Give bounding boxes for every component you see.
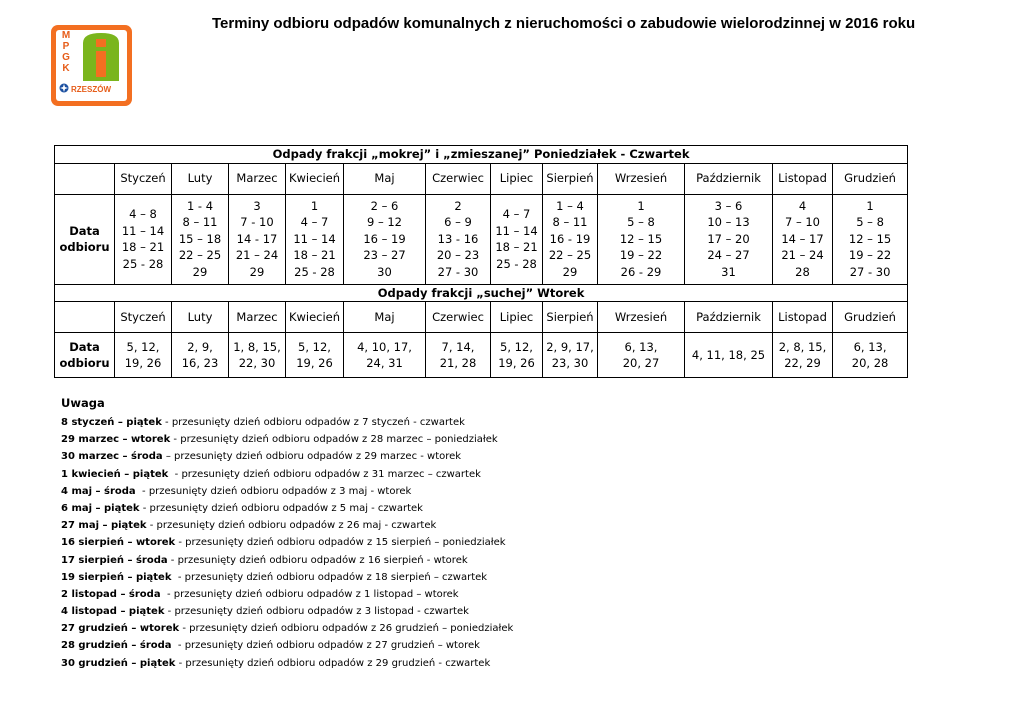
month-header: Czerwiec xyxy=(426,163,491,194)
collection-dates-cell: 6, 13, 20, 28 xyxy=(833,333,908,378)
note-text: - przesunięty dzień odbioru odpadów z 31 marzec – czwartek xyxy=(168,468,481,480)
month-header: Maj xyxy=(344,163,426,194)
month-header: Październik xyxy=(685,163,773,194)
note-date: 19 sierpień – piątek xyxy=(61,571,172,583)
dates-row xyxy=(55,194,908,284)
month-header: Luty xyxy=(172,163,229,194)
month-header: Lipiec xyxy=(491,163,543,194)
note-date: 6 maj – piątek xyxy=(61,502,140,514)
collection-dates-cell: 3 7 - 10 14 - 17 21 – 24 29 xyxy=(229,194,286,284)
note-text: - przesunięty dzień odbioru odpadów z 5 maj - czwartek xyxy=(139,502,423,514)
note-text: - przesunięty dzień odbioru odpadów z 28 marzec – poniedziałek xyxy=(170,434,498,446)
note-date: 29 marzec – wtorek xyxy=(61,434,171,446)
note-date: 17 sierpień – środa xyxy=(61,554,168,566)
note-date: 27 grudzień – wtorek xyxy=(61,623,180,635)
note-date: 2 listopad – środa xyxy=(61,588,161,600)
note-line xyxy=(61,552,513,569)
collection-dates-cell: 4 – 8 11 – 14 18 – 21 25 - 28 xyxy=(115,194,172,284)
month-header: Czerwiec xyxy=(426,302,491,333)
collection-dates-cell: 2, 8, 15, 22, 29 xyxy=(773,333,833,378)
collection-dates-cell: 2 – 6 9 – 12 16 – 19 23 – 27 30 xyxy=(344,194,426,284)
notes-list xyxy=(61,414,513,672)
month-header-row xyxy=(55,302,908,333)
notes-section xyxy=(61,396,513,672)
note-line xyxy=(61,655,513,672)
month-header: Kwiecień xyxy=(286,163,344,194)
note-date: 4 maj – środa xyxy=(61,485,136,497)
logo-letters: M P G K xyxy=(61,30,71,74)
collection-dates-cell: 2, 9, 17, 23, 30 xyxy=(543,333,598,378)
month-header: Marzec xyxy=(229,302,286,333)
note-text: - przesunięty dzień odbioru odpadów z 3 maj - wtorek xyxy=(135,485,412,497)
mpgk-logo xyxy=(51,25,132,106)
month-header: Wrzesień xyxy=(598,163,685,194)
note-line xyxy=(61,517,513,534)
month-header: Grudzień xyxy=(833,302,908,333)
note-line xyxy=(61,534,513,551)
month-header: Styczeń xyxy=(115,163,172,194)
note-date: 4 listopad – piątek xyxy=(61,606,165,618)
note-line xyxy=(61,500,513,517)
note-text: - przesunięty dzień odbioru odpadów z 1 listopad – wtorek xyxy=(160,588,459,600)
note-date: 30 grudzień – piątek xyxy=(61,657,176,669)
month-header: Styczeń xyxy=(115,302,172,333)
month-header: Kwiecień xyxy=(286,302,344,333)
coat-of-arms-icon xyxy=(59,83,69,93)
note-date: 27 maj – piątek xyxy=(61,520,147,532)
row-label: Data odbioru xyxy=(55,194,115,284)
month-header: Luty xyxy=(172,302,229,333)
note-text: - przesunięty dzień odbioru odpadów z 29 grudzień - czwartek xyxy=(175,657,491,669)
note-line xyxy=(61,466,513,483)
note-text: - przesunięty dzień odbioru odpadów z 16 sierpień - wtorek xyxy=(167,554,468,566)
notes-title: Uwaga xyxy=(61,396,105,410)
note-text: – przesunięty dzień odbioru odpadów z 29 marzec - wtorek xyxy=(162,451,462,463)
section-dry-title: Odpady frakcji „suchej” Wtorek xyxy=(55,284,908,302)
collection-dates-cell: 1 5 – 8 12 – 15 19 – 22 26 - 29 xyxy=(598,194,685,284)
collection-dates-cell: 1 - 4 8 – 11 15 – 18 22 – 25 29 xyxy=(172,194,229,284)
note-line xyxy=(61,603,513,620)
note-line xyxy=(61,414,513,431)
collection-dates-cell: 4 – 7 11 – 14 18 – 21 25 - 28 xyxy=(491,194,543,284)
note-line xyxy=(61,431,513,448)
collection-dates-cell: 4, 11, 18, 25 xyxy=(685,333,773,378)
month-header: Wrzesień xyxy=(598,302,685,333)
dates-row xyxy=(55,333,908,378)
note-text: - przesunięty dzień odbioru odpadów z 27 grudzień – wtorek xyxy=(171,640,480,652)
note-text: - przesunięty dzień odbioru odpadów z 7 styczeń - czwartek xyxy=(161,417,465,428)
collection-dates-cell: 1 4 – 7 11 – 14 18 – 21 25 - 28 xyxy=(286,194,344,284)
collection-dates-cell: 3 – 6 10 – 13 17 – 20 24 – 27 31 xyxy=(685,194,773,284)
month-header: Październik xyxy=(685,302,773,333)
note-line xyxy=(61,586,513,603)
note-date: 30 marzec – środa xyxy=(61,451,163,463)
collection-dates-cell: 2 6 – 9 13 - 16 20 – 23 27 - 30 xyxy=(426,194,491,284)
month-header: Grudzień xyxy=(833,163,908,194)
note-text: - przesunięty dzień odbioru odpadów z 26 maj - czwartek xyxy=(146,520,437,532)
row-label: Data odbioru xyxy=(55,333,115,378)
collection-dates-cell: 4, 10, 17, 24, 31 xyxy=(344,333,426,378)
section-mixed-title: Odpady frakcji „mokrej” i „zmieszanej” Poniedziałek - Czwartek xyxy=(55,146,908,164)
month-header: Lipiec xyxy=(491,302,543,333)
month-header-row xyxy=(55,163,908,194)
month-header: Sierpień xyxy=(543,302,598,333)
month-header: Listopad xyxy=(773,302,833,333)
month-header: Marzec xyxy=(229,163,286,194)
note-text: - przesunięty dzień odbioru odpadów z 3 listopad - czwartek xyxy=(164,606,469,618)
note-line xyxy=(61,483,513,500)
note-line xyxy=(61,637,513,654)
month-header: Sierpień xyxy=(543,163,598,194)
collection-dates-cell: 7, 14, 21, 28 xyxy=(426,333,491,378)
collection-dates-cell: 1, 8, 15, 22, 30 xyxy=(229,333,286,378)
note-line xyxy=(61,620,513,637)
collection-dates-cell: 5, 12, 19, 26 xyxy=(115,333,172,378)
month-header: Listopad xyxy=(773,163,833,194)
note-date: 28 grudzień – środa xyxy=(61,640,172,652)
collection-dates-cell: 5, 12, 19, 26 xyxy=(286,333,344,378)
logo-city: RZESZÓW xyxy=(71,85,111,94)
note-text: - przesunięty dzień odbioru odpadów z 26 grudzień – poniedziałek xyxy=(179,623,514,635)
note-line xyxy=(61,569,513,586)
note-text: - przesunięty dzień odbioru odpadów z 15 sierpień – poniedziałek xyxy=(175,537,506,549)
note-date: 16 sierpień – wtorek xyxy=(61,537,176,549)
page-title: Terminy odbioru odpadów komunalnych z nieruchomości o zabudowie wielorodzinnej w 2016 roku xyxy=(212,15,916,32)
collection-dates-cell: 1 5 – 8 12 – 15 19 – 22 27 - 30 xyxy=(833,194,908,284)
collection-dates-cell: 2, 9, 16, 23 xyxy=(172,333,229,378)
waste-bin-icon xyxy=(79,31,123,83)
collection-dates-cell: 1 – 4 8 – 11 16 - 19 22 – 25 29 xyxy=(543,194,598,284)
note-date: 8 styczeń – piątek xyxy=(61,417,162,428)
collection-dates-cell: 6, 13, 20, 27 xyxy=(598,333,685,378)
note-text: - przesunięty dzień odbioru odpadów z 18 sierpień – czwartek xyxy=(171,571,488,583)
note-date: 1 kwiecień – piątek xyxy=(61,468,169,480)
schedule-table xyxy=(54,145,908,378)
collection-dates-cell: 5, 12, 19, 26 xyxy=(491,333,543,378)
collection-dates-cell: 4 7 – 10 14 – 17 21 – 24 28 xyxy=(773,194,833,284)
note-line xyxy=(61,448,513,465)
month-header: Maj xyxy=(344,302,426,333)
